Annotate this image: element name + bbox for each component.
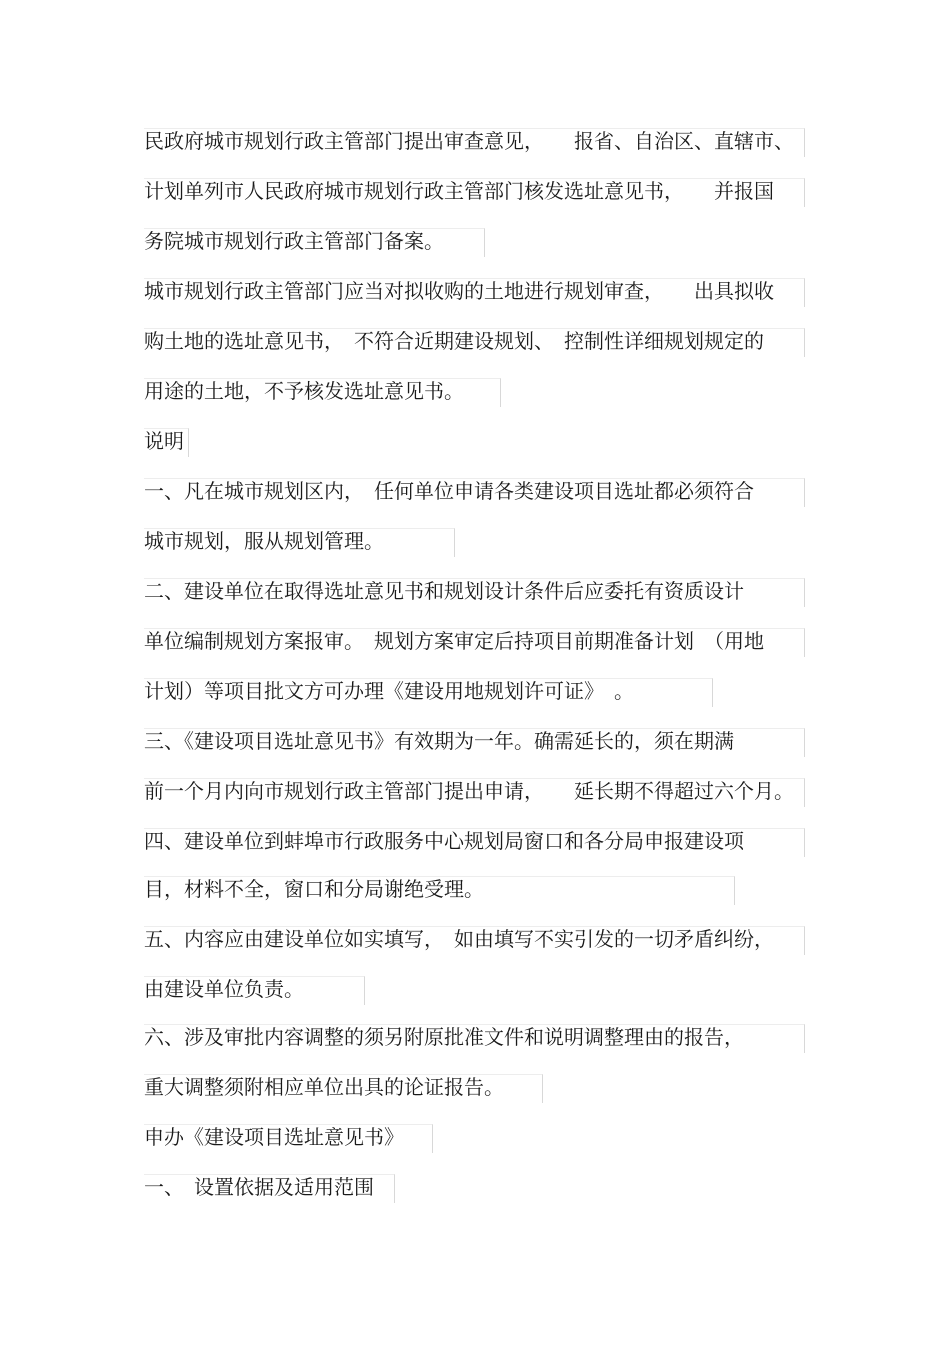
text-line-15: 四、建设单位到蚌埠市行政服务中心规划局窗口和各分局申报建设项 — [144, 829, 744, 853]
section-heading-application: 申办《建设项目选址意见书》 — [144, 1125, 404, 1149]
section-heading-explanation: 说明 — [144, 429, 184, 453]
text-line-9: 城市规划，服从规划管理。 — [144, 529, 384, 553]
text-line-2: 计划单列市人民政府城市规划行政主管部门核发选址意见书， 并报国 — [144, 179, 774, 203]
text-line-18: 由建设单位负责。 — [144, 977, 304, 1001]
text-line-13: 三、《建设项目选址意见书》有效期为一年。确需延长的，须在期满 — [144, 729, 734, 753]
text-line-3: 务院城市规划行政主管部门备案。 — [144, 229, 444, 253]
text-line-16: 目，材料不全，窗口和分局谢绝受理。 — [144, 877, 484, 901]
text-line-20: 重大调整须附相应单位出具的论证报告。 — [144, 1075, 504, 1099]
text-line-5: 购土地的选址意见书， 不符合近期建设规划、 控制性详细规划规定的 — [144, 329, 764, 353]
text-line-10: 二、建设单位在取得选址意见书和规划设计条件后应委托有资质设计 — [144, 579, 744, 603]
text-line-11: 单位编制规划方案报审。 规划方案审定后持项目前期准备计划 （用地 — [144, 629, 764, 653]
text-line-6: 用途的土地，不予核发选址意见书。 — [144, 379, 464, 403]
text-line-4: 城市规划行政主管部门应当对拟收购的土地进行规划审查， 出具拟收 — [144, 279, 774, 303]
text-line-12: 计划）等项目批文方可办理《建设用地规划许可证》 。 — [144, 679, 634, 703]
text-line-14: 前一个月内向市规划行政主管部门提出申请， 延长期不得超过六个月。 — [144, 779, 794, 803]
text-line-8: 一、凡在城市规划区内， 任何单位申请各类建设项目选址都必须符合 — [144, 479, 754, 503]
text-line-17: 五、内容应由建设单位如实填写， 如由填写不实引发的一切矛盾纠纷， — [144, 927, 774, 951]
section-heading-basis-scope: 一、 设置依据及适用范围 — [144, 1175, 374, 1199]
text-line-1: 民政府城市规划行政主管部门提出审查意见， 报省、自治区、直辖市、 — [144, 129, 794, 153]
text-line-19: 六、涉及审批内容调整的须另附原批准文件和说明调整理由的报告， — [144, 1025, 744, 1049]
